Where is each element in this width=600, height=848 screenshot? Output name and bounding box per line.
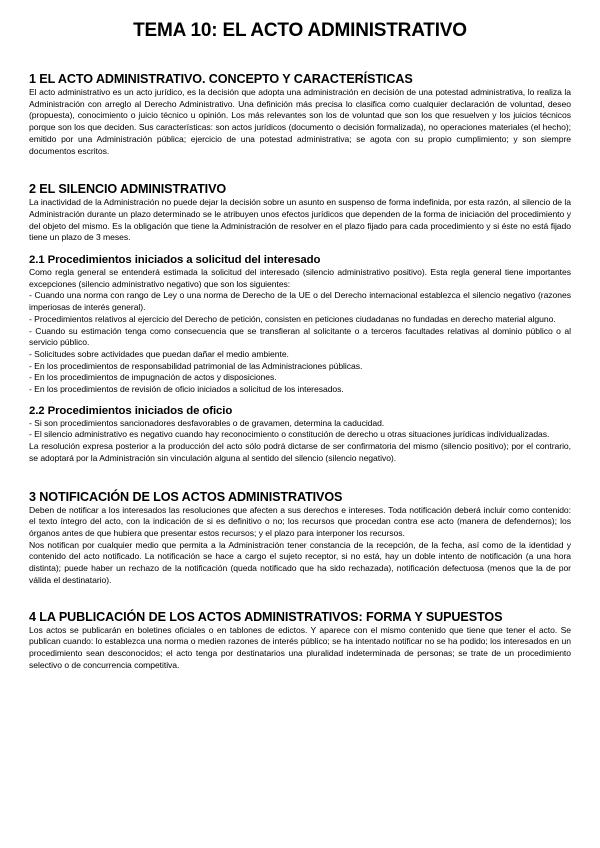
section-heading: 2 EL SILENCIO ADMINISTRATIVO (29, 182, 227, 197)
list-item: - Procedimientos relativos al ejercicio del Derecho de petición, consisten en peticiones ciudadanas no fundadas en derecho material alguno. (29, 313, 556, 324)
section-paragraph: Como regla general se entenderá estimada la solicitud del interesado (silencio administrativo positivo). Esta regla general tiene importantes excepciones (silencio administrativo negativo) que son los siguientes: (29, 267, 571, 289)
list-item: - Cuando su estimación tenga como consecuencia que se transfieran al solicitante o a terceros facultades relativas al dominio público o al servicio público. (29, 325, 571, 348)
list-item: - Si son procedimientos sancionadores desfavorables o de gravamen, determina la caducidad. (29, 417, 385, 428)
subsection-solicitud-interesado (29, 253, 571, 396)
list-item: - El silencio administrativo es negativo cuando hay reconocimiento o constitución de derecho u otras situaciones jurídicas individualizadas. (29, 429, 550, 440)
section-paragraph: El acto administrativo es un acto jurídico, es la decisión que adopta una administración en decisión de una potestad administrativa, lo realiza la Administración con arreglo al Derecho Administrativo. Una definición más precisa lo clasifica como cualquier declaración de voluntad, deseo (propuesta), conocimiento o juicio técnico u opinión. Los más relevantes son los de voluntad que son los que resuelven y los juicios técnicos porque son los que deciden. Sus características: son actos jurídicos (documento o decisión formalizada), no operaciones materiales (el hecho); emitido por una Administración pública; ejercicio de una potestad administrativa; se agota con su propio cumplimiento; y son siempre documentos escritos. (29, 87, 571, 156)
section-silencio-administrativo (29, 182, 571, 244)
list-item: - En los procedimientos de revisión de oficio iniciados a solicitud de los interesados. (29, 384, 344, 395)
section-heading: 4 LA PUBLICACIÓN DE LOS ACTOS ADMINISTRATIVOS: FORMA Y SUPUESTOS (29, 609, 503, 624)
section-paragraph: La resolución expresa posterior a la producción del acto sólo podrá dictarse de ser confirmatoria del mismo (silencio positivo); por el contrario, se adoptará por la Administración sin vinculación alguna al sentido del silencio (silencio negativo). (29, 441, 571, 463)
subsection-heading: 2.1 Procedimientos iniciados a solicitud del interesado (29, 254, 321, 267)
subsection-heading: 2.2 Procedimientos iniciados de oficio (29, 404, 233, 417)
section-paragraph: La inactividad de la Administración no puede dejar la decisión sobre un asunto en suspenso de forma indefinida, por esta razón, al silencio de la Administración durante un plazo determinado se le atribuyen unos efectos jurídicos que dependen de la forma de iniciación del procedimiento y del objeto del mismo. Es la obligación que tiene la Administración de resolver en el plazo fijado para cada procedimiento y si éste no está fijado tiene un plazo de 3 meses. (29, 197, 571, 243)
subsection-iniciados-de-oficio (29, 404, 571, 465)
list-item: - Cuando una norma con rango de Ley o una norma de Derecho de la UE o del Derecho internacional establezca el silencio negativo (razones imperiosas de interés general). (29, 290, 571, 313)
section-acto-administrativo (29, 72, 571, 157)
section-publicacion (29, 610, 571, 672)
section-paragraph: Deben de notificar a los interesados las resoluciones que afecten a sus derechos e intereses. Toda notificación deberá incluir como contenido: el texto íntegro del acto, con la indicación de si es definitivo o no; los recursos que procedan contra ese acto (manera de defendernos); los órganos antes de que hubiera que presentar estos recursos; y el plazo para interponer los recursos. (29, 504, 571, 538)
section-paragraph: Los actos se publicarán en boletines oficiales o en tablones de edictos. Y aparece con el mismo contenido que tiene que tener el acto. Se publican cuando: lo establezca una norma o medien razones de interés público; se ha intentado notificar no se ha podido; los interesados en un procedimiento sean desconocidos; el acto tenga por destinatarios una pluralidad indeterminada de personas; se trate de un procedimiento selectivo o de concurrencia competitiva. (29, 624, 571, 670)
section-paragraph: Nos notifican por cualquier medio que permita a la Administración tener constancia de la recepción, de la fecha, así como de la identidad y contenido del acto notificado. La notificación se hace a cargo el sujeto receptor, si no está, hay un doble intento de notificación (a una hora distinta); puede haber un rechazo de la notificación (queda notificado que ha sido rechazada), notificación defectuosa (menos que la de por válida el destinatario). (29, 539, 571, 585)
section-notificacion (29, 490, 571, 587)
list-item: - En los procedimientos de responsabilidad patrimonial de las Administraciones públicas. (29, 360, 363, 371)
list-item: - En los procedimientos de impugnación de actos y disposiciones. (29, 372, 277, 383)
document-title: TEMA 10: EL ACTO ADMINISTRATIVO (133, 20, 467, 41)
section-heading: 3 NOTIFICACIÓN DE LOS ACTOS ADMINISTRATIVOS (29, 489, 343, 504)
list-item: - Solicitudes sobre actividades que puedan dañar el medio ambiente. (29, 348, 289, 359)
section-heading: 1 EL ACTO ADMINISTRATIVO. CONCEPTO Y CARACTERÍSTICAS (29, 72, 413, 86)
